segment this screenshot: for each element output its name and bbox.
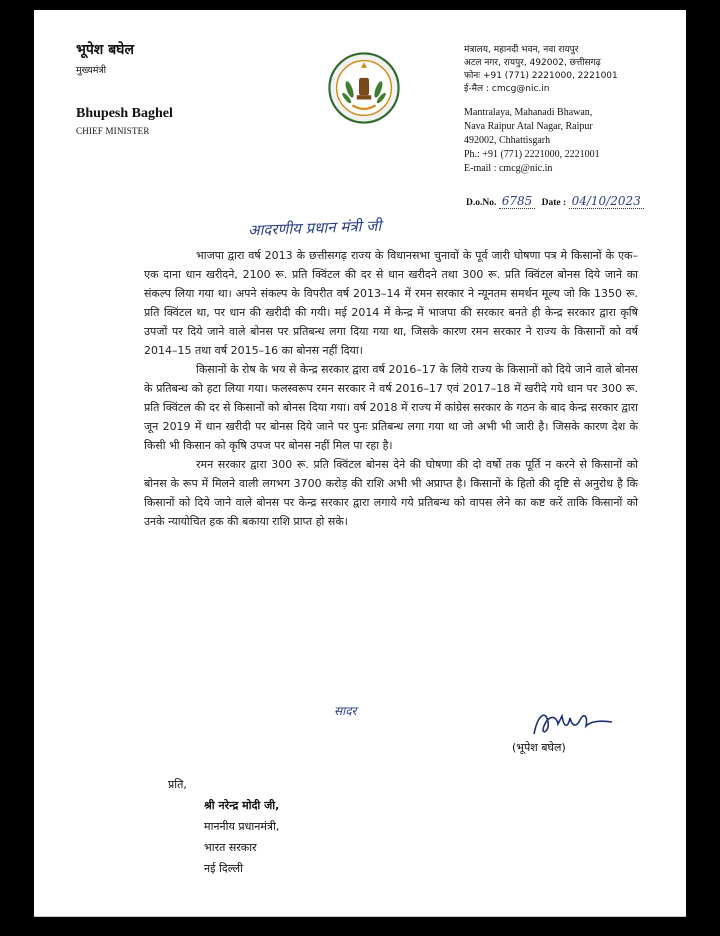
sender-name-english: Bhupesh Baghel bbox=[76, 106, 173, 121]
date-label: Date : bbox=[541, 198, 567, 208]
address-line-hi: ई-मैल : cmcg@nic.in bbox=[464, 84, 550, 94]
recipient-line: श्री नरेन्द्र मोदी जी, bbox=[204, 799, 280, 812]
address-line-en: Ph.: +91 (771) 2221000, 2221001 bbox=[464, 149, 600, 160]
closing: सादर bbox=[334, 704, 357, 718]
recipient-block bbox=[168, 774, 279, 879]
address-line-hi: मंत्रालय, महानदी भवन, नवा रायपुर bbox=[464, 45, 579, 55]
address-line-en: Nava Raipur Atal Nagar, Raipur bbox=[464, 121, 593, 132]
address-line-en: Mantralaya, Mahanadi Bhawan, bbox=[464, 107, 593, 118]
recipient-line: माननीय प्रधानमंत्री, bbox=[204, 820, 280, 833]
address-line-en: 492002, Chhattisgarh bbox=[464, 135, 551, 146]
do-label: D.o.No. bbox=[466, 198, 497, 208]
body-paragraph: भाजपा द्वारा वर्ष 2013 के छत्तीसगढ़ राज्य के विधानसभा चुनावों के पूर्व जारी घोषणा पत्र मे किसानों के एक–एक दाना धान खरीदने, 2100 रू. प्रति क्विंटल की दर से धान खरीदने तथा 300 रू. प्रति क्विंटल बोनस दिये जाने का संकल्प लिया गया था। अपने संकल्प के विपरीत वर्ष 2013–14 में रमन सरकार ने न्यूनतम समर्थन मूल्य जो कि 1350 रू. प्रति क्विंटल था, पर धान की खरीदी की गयी। मई 2014 में केन्द्र में भाजपा की सरकार बनते ही केन्द्र सरकार द्वारा कृषि उपजों पर दिये जाने वाले बोनस पर प्रतिबन्ध लगा दिया गया था, जिसके कारण रमन सरकार ने राज्य के किसानों को वर्ष 2014–15 तथा वर्ष 2015–16 का बोनस नहीं दिया। bbox=[144, 249, 638, 357]
recipient-address bbox=[204, 795, 279, 879]
letter-body bbox=[144, 246, 638, 531]
address-line-hi: फोनः +91 (771) 2221000, 2221001 bbox=[464, 71, 618, 81]
sender-title-hindi: मुख्यमंत्री bbox=[76, 65, 107, 76]
signature-icon bbox=[528, 706, 618, 742]
sender-title-english: CHIEF MINISTER bbox=[76, 126, 150, 136]
letter-page bbox=[34, 10, 686, 917]
signature-name: (भूपेश बघेल) bbox=[512, 741, 566, 754]
sender-name-hindi: भूपेश बघेल bbox=[76, 42, 134, 58]
state-emblem-icon bbox=[328, 52, 400, 124]
reference-line bbox=[466, 194, 644, 208]
do-number: 6785 bbox=[499, 194, 536, 209]
body-paragraph: रमन सरकार द्वारा 300 रू. प्रति क्विंटल बोनस देने की घोषणा की दो वर्षो तक पूर्ति न करने से किसानों को बोनस के रूप में मिलने वाली लगभग 3700 करोड़ की राशि अभी भी अप्राप्त है। किसानों के हितो की दृष्टि से अनुरोध है कि किसानों को दिये जाने वाले बोनस पर केन्द्र सरकार द्वारा लगाये गये प्रतिबन्ध को वापस लेने का कष्ट करें ताकि किसानों को उनके न्यायोचित हक की बकाया राशि प्राप्त हो सके। bbox=[144, 458, 638, 528]
address-line-en: E-mail : cmcg@nic.in bbox=[464, 163, 553, 174]
sender-block bbox=[76, 40, 173, 136]
recipient-prefix: प्रति, bbox=[168, 778, 187, 791]
address-block bbox=[464, 44, 618, 176]
recipient-line: नई दिल्ली bbox=[204, 862, 243, 875]
body-paragraph: किसानों के रोष के भय से केन्द्र सरकार द्वारा वर्ष 2016–17 के लिये राज्य के किसानों को दिये जाने वाले बोनस के प्रतिबन्ध को हटा लिया गया। फलस्वरूप रमन सरकार ने वर्ष 2016–17 एवं 2017–18 में खरीदे गये धान पर 300 रू. प्रति क्विंटल की दर से किसानों को बोनस दिया गया। वर्ष 2018 में राज्य में कांग्रेस सरकार के गठन के बाद केन्द्र सरकार द्वारा जून 2019 में धान खरीदी पर बोनस दिये जाने पर पुनः प्रतिबन्ध लगा गया था जो अभी भी जारी है। जिसके कारण देश के किसी भी किसान को कृषि उपज पर बोनस नहीं मिल पा रहा है। bbox=[144, 363, 638, 452]
address-english bbox=[464, 106, 618, 176]
recipient-line: भारत सरकार bbox=[204, 841, 257, 854]
address-line-hi: अटल नगर, रायपुर, 492002, छत्तीसगढ़ bbox=[464, 58, 601, 68]
salutation: आदरणीय प्रधान मंत्री जी bbox=[247, 216, 382, 240]
date-value: 04/10/2023 bbox=[569, 194, 644, 209]
